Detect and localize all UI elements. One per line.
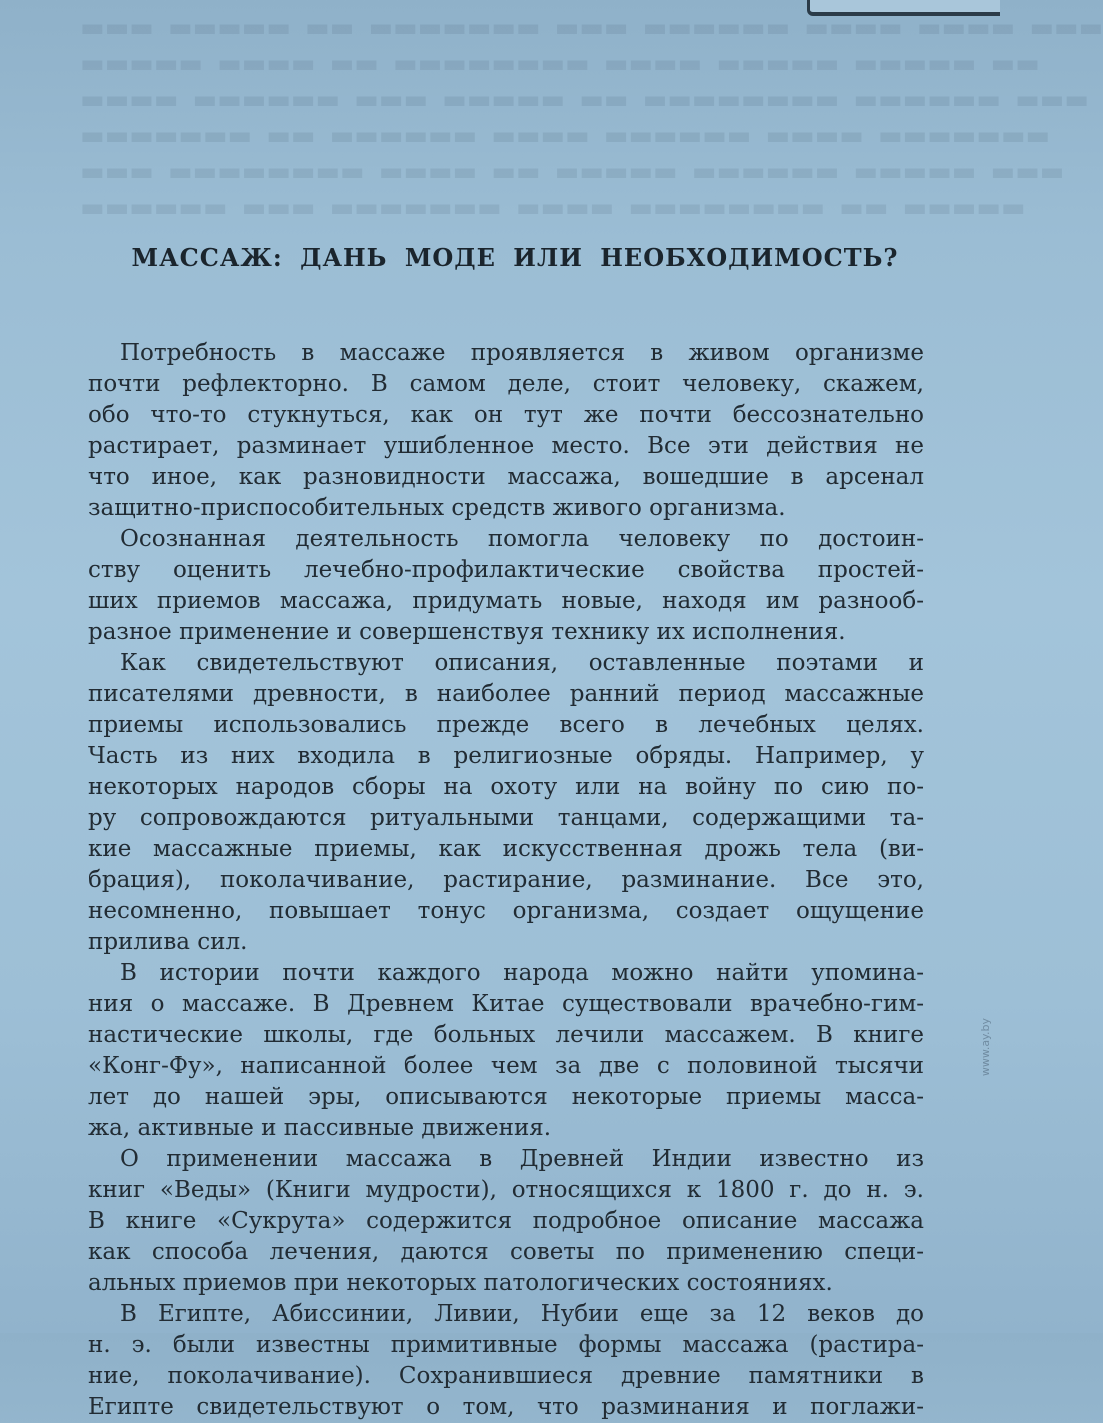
text-line: н. э. были известны примитивные формы массажа (растира- <box>88 1332 924 1358</box>
text-line: ру сопровождаются ритуальными танцами, содержащими та- <box>88 805 924 831</box>
watermark-text: www.ay.by <box>979 1018 992 1077</box>
text-line: В истории почти каждого народа можно найти упомина- <box>120 960 924 986</box>
text-line: альных приемов при некоторых патологических состояниях. <box>88 1270 833 1296</box>
text-line: Часть из них входила в религиозные обряды. Например, у <box>88 743 924 769</box>
text-line: В книге «Сукрута» содержится подробное описание массажа <box>88 1208 924 1234</box>
text-line: приемы использовались прежде всего в лечебных целях. <box>88 712 924 738</box>
text-line: Как свидетельствуют описания, оставленные поэтами и <box>120 650 924 676</box>
chapter-title: МАССАЖ: ДАНЬ МОДЕ ИЛИ НЕОБХОДИМОСТЬ? <box>131 243 899 272</box>
text-line: писателями древности, в наиболее ранний период массажные <box>88 681 924 707</box>
page-tab-edge <box>807 0 1000 16</box>
text-line: почти рефлекторно. В самом деле, стоит человеку, скажем, <box>88 371 924 397</box>
text-line: книг «Веды» (Книги мудрости), относящихся к 1800 г. до н. э. <box>88 1177 924 1203</box>
text-line: что иное, как разновидности массажа, вошедшие в арсенал <box>88 464 924 490</box>
text-line: кие массажные приемы, как искусственная дрожь тела (ви- <box>88 836 924 862</box>
bleed-through-text: ▬▬▬ ▬▬▬▬▬ ▬▬ ▬▬▬▬▬▬▬ ▬▬▬ ▬▬▬▬▬▬ ▬▬▬▬ ▬▬▬▬ ▬▬▬ ▬▬▬▬▬ ▬▬▬▬ ▬▬ ▬▬▬▬▬▬▬▬ ▬▬▬▬ ▬▬▬▬▬ ▬▬▬▬▬ ▬▬ ▬▬▬▬ ▬▬▬▬▬▬ ▬▬▬ ▬▬▬▬▬ ▬▬ ▬▬▬▬▬▬▬▬ ▬▬▬▬▬▬ ▬▬▬ ▬▬▬▬▬▬▬ ▬▬ ▬▬▬▬▬▬ ▬▬▬▬ ▬▬▬▬▬▬ ▬▬▬▬ ▬▬▬▬▬▬▬ ▬▬▬ ▬▬▬▬▬▬▬▬ ▬▬▬▬ ▬▬ ▬▬▬▬▬ ▬▬▬▬▬▬ ▬▬▬▬▬ ▬▬▬ ▬▬▬▬▬▬ ▬▬▬ ▬▬▬▬▬▬▬ ▬▬▬▬ ▬▬▬▬▬▬▬▬ ▬▬ ▬▬▬▬▬ <box>80 13 1103 223</box>
text-line: О применении массажа в Древней Индии известно из <box>120 1146 924 1172</box>
text-line: несомненно, повышает тонус организма, создает ощущение <box>88 898 924 924</box>
text-line: как способа лечения, даются советы по применению специ- <box>88 1239 924 1265</box>
text-line: ству оценить лечебно-профилактические свойства простей- <box>88 557 924 583</box>
text-line: брация), поколачивание, растирание, разминание. Все это, <box>88 867 924 893</box>
text-line: ния о массаже. В Древнем Китае существовали врачебно-гим- <box>88 991 924 1017</box>
text-line: обо что-то стукнуться, как он тут же почти бессознательно <box>88 402 924 428</box>
text-line: некоторых народов сборы на охоту или на войну по сию по- <box>88 774 924 800</box>
text-line: «Конг-Фу», написанной более чем за две с половиной тысячи <box>88 1053 924 1079</box>
text-line: растирает, разминает ушибленное место. Все эти действия не <box>88 433 924 459</box>
text-line: ших приемов массажа, придумать новые, находя им разнооб- <box>88 588 924 614</box>
text-line: В Египте, Абиссинии, Ливии, Нубии еще за 12 веков до <box>120 1301 924 1327</box>
text-line: разное применение и совершенствуя технику их исполнения. <box>88 619 846 645</box>
text-line: лет до нашей эры, описываются некоторые приемы масса- <box>88 1084 924 1110</box>
text-line: Потребность в массаже проявляется в живом организме <box>120 340 924 366</box>
text-line: настические школы, где больных лечили массажем. В книге <box>88 1022 924 1048</box>
text-line: прилива сил. <box>88 929 248 955</box>
text-line: Осознанная деятельность помогла человеку по достоин- <box>120 526 924 552</box>
text-line: жа, активные и пассивные движения. <box>88 1115 552 1141</box>
body-text <box>88 338 924 1423</box>
text-line: защитно-приспособительных средств живого организма. <box>88 495 786 521</box>
text-line: ние, поколачивание). Сохранившиеся древние памятники в <box>88 1363 924 1389</box>
text-line: Египте свидетельствуют о том, что разминания и поглажи- <box>88 1394 924 1420</box>
